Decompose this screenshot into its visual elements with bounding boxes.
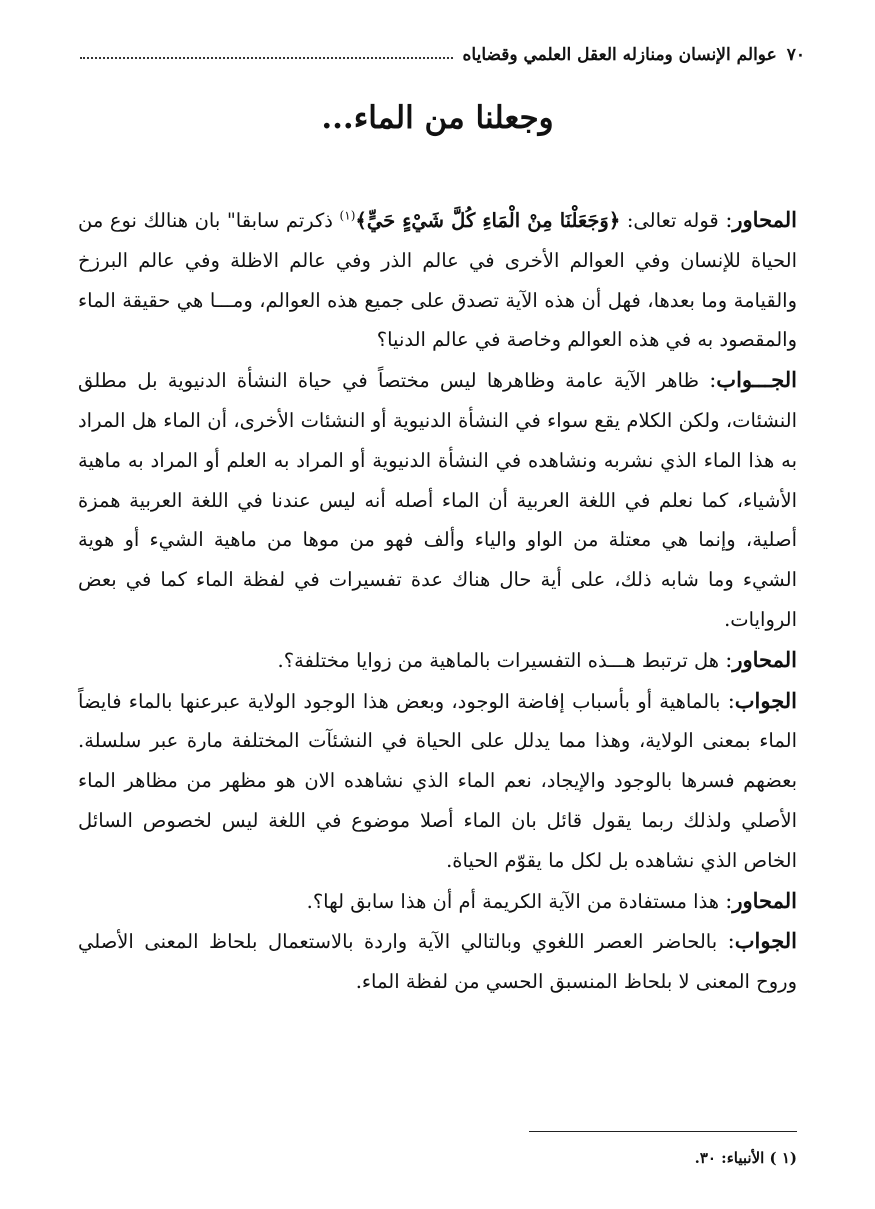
paragraph-text: هل ترتبط هـــذه التفسيرات بالماهية من زوايا مختلفة؟.: [277, 648, 720, 672]
speaker-label: المحاور:: [725, 887, 797, 913]
speaker-label: الجواب:: [727, 928, 797, 954]
paragraph-answer-2: [78, 681, 797, 881]
footnote-reference: (١): [339, 208, 356, 223]
page-number: ٧٠: [786, 45, 805, 65]
paragraph-answer-1: [78, 360, 797, 640]
paragraph-question-3: [78, 881, 797, 922]
quran-verse: وَجَعَلْنَا مِنْ الْمَاءِ كُلَّ شَيْءٍ حَيٍّ: [366, 209, 609, 232]
running-title: عوالم الإنسان ومنازله العقل العلمي وقضاياه: [462, 45, 777, 65]
paragraph-text: بالماهية أو بأسباب إفاضة الوجود، وبعض هذا الوجود الولاية عبرعنها بالماء فايضاً الماء بمعنى الولاية، وهذا مما يدلل على الحياة في النشئآت المختلفة مارة عبر سلسلة. بعضهم فسرها بالوجود والإيجاد، نعم الماء الذي نشاهده الان هو مظهر من مظاهر الماء الأصلي ولذلك ربما يقول قائل بان الماء أصلا موضوع في اللغة ليس لخصوص السائل الخاص الذي نشاهده بل لكل ما يقوّم الحياة.: [78, 689, 797, 872]
speaker-label: الجواب:: [727, 687, 798, 713]
header-leader-dots: [80, 57, 453, 59]
paragraph-question-2: [78, 640, 797, 681]
speaker-label: المحاور:: [725, 646, 797, 672]
speaker-label: المحاور:: [725, 207, 798, 232]
paragraph-question-1: [78, 200, 797, 360]
footnote: (١ ) الأنبياء: ٣٠.: [694, 1149, 797, 1167]
speaker-label: الجـــواب:: [709, 367, 797, 393]
running-header: [80, 40, 805, 70]
verse-open-bracket: ﴿: [608, 209, 621, 232]
body-text: [78, 200, 797, 1002]
chapter-title: وجعلنا من الماء...: [321, 100, 554, 136]
footnote-divider: [529, 1131, 797, 1132]
paragraph-answer-3: [78, 921, 797, 1002]
paragraph-text: بالحاضر العصر اللغوي وبالتالي الآية واردة بالاستعمال بلحاظ المعنى الأصلي وروح المعنى لا بلحاظ المنسبق الحسي من لفظة الماء.: [78, 930, 797, 994]
paragraph-text: ظاهر الآية عامة وظاهرها ليس مختصاً في حياة النشأة الدنيوية بل مطلق النشئات، ولكن الكلام يقع سواء في النشأة الدنيوية أو النشئات الأخرى، أن الماء هل المراد به هذا الماء الذي نشربه ونشاهده في النشأة الدنيوية أو المراد به العلم أو المراد به ماهية الأشياء، كما نعلم في اللغة العربية أن الماء أصله أنه ليس عندنا في اللغة العربية همزة أصلية، وإنما هي معتلة من الواو والياء وألف فهو من موها من ماهية الشيء أو هوية الشيء وما شابه ذلك، على أية حال هناك عدة تفسيرات في لفظة الماء كما في بعض الروايات.: [78, 369, 797, 631]
question-intro: قوله تعالى:: [620, 209, 719, 232]
paragraph-text: ذكرتم سابقا" بان هنالك نوع من الحياة للإنسان وفي العوالم الأخرى في عالم الذر وفي عالم الاظلة وفي عالم البرزخ والقيامة وما بعدها، فهل أن هذه الآية تصدق على جميع هذه العوالم، ومـــا هي حقيقة الماء والمقصود به في هذه العوالم وخاصة في عالم الدنيا؟: [78, 209, 797, 352]
paragraph-text: هذا مستفادة من الآية الكريمة أم أن هذا سابق لها؟.: [306, 889, 720, 913]
verse-close-bracket: ﴾: [355, 209, 367, 232]
